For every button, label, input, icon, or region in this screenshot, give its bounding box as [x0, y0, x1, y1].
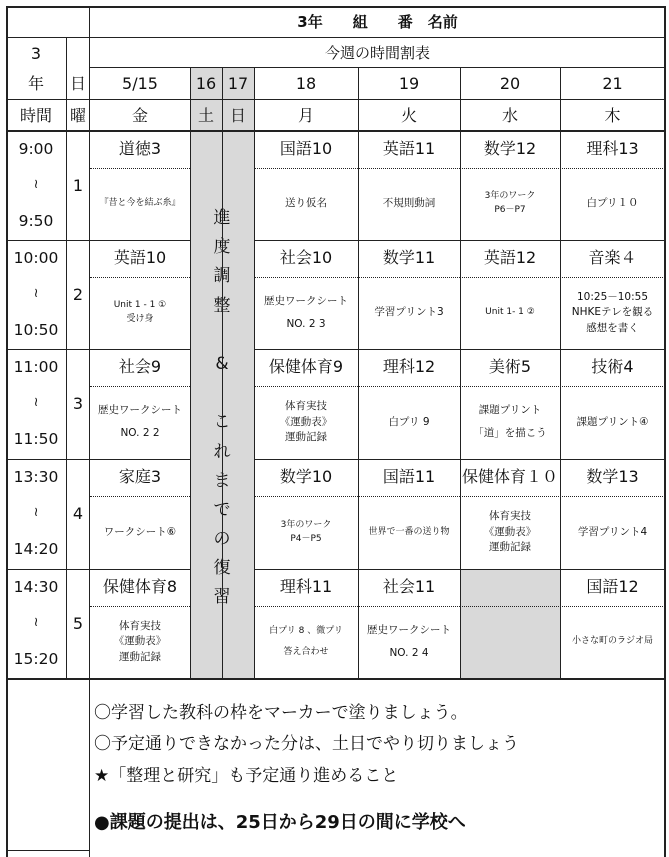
task-box-tue-p1	[358, 168, 460, 239]
grid-hline	[254, 569, 665, 570]
grade-number: 3	[30, 44, 42, 64]
subject-thu-p5: 国語12	[586, 577, 639, 597]
task-line: 小さな町のラジオ局	[571, 636, 653, 647]
task-box-thu-p5	[560, 606, 665, 677]
grid-hline	[254, 277, 460, 278]
weekend-char: ま	[213, 470, 231, 491]
period-end-time: 10:50	[13, 320, 59, 339]
note-line-4: ●課題の提出は、25日から29日の間に学校へ	[94, 812, 466, 833]
grid-vline	[66, 38, 67, 678]
weekend-char: こ	[213, 412, 231, 433]
grid-hline	[460, 168, 665, 169]
period-end-time: 14:20	[13, 539, 59, 558]
subject-wed-p2: 英語12	[483, 248, 537, 268]
subject-fri-p2: 英語10	[113, 248, 167, 268]
grid-vline	[560, 68, 561, 678]
page-title: 3年 組 番 名前	[297, 13, 458, 31]
schedule-title: 今週の時間割表	[324, 43, 430, 62]
grid-hline	[90, 606, 190, 607]
weekday-header-6: 木	[604, 105, 621, 125]
period-start-time: 14:30	[13, 577, 59, 596]
subject-mon-p5: 理科11	[279, 577, 333, 597]
task-line: NHKEテレを観る	[571, 306, 654, 319]
task-line: 不規則動詞	[382, 197, 436, 210]
hour-label: 時間	[19, 105, 52, 125]
task-box-fri-p5	[90, 606, 190, 677]
task-line: NO. 2 2	[120, 427, 160, 439]
task-box-fri-p2	[90, 277, 190, 348]
grid-hline	[254, 349, 665, 350]
period-tilde: ≀	[33, 395, 39, 411]
task-line: 《運動表》	[483, 525, 537, 538]
period-end-time: 9:50	[18, 211, 54, 230]
note-line-3: ★「整理と研究」も予定通り進めること	[94, 766, 399, 786]
weekend-char: れ	[213, 441, 231, 462]
subject-thu-p1: 理科13	[586, 139, 639, 159]
weekday-header-1: 土	[197, 105, 214, 125]
weekend-char: 度	[213, 237, 231, 258]
task-line: 3年のワーク	[280, 519, 332, 530]
grid-vline	[664, 6, 666, 857]
task-line: 《運動表》	[279, 415, 333, 428]
period-start-time: 11:00	[13, 357, 59, 376]
task-box-mon-p2	[254, 277, 358, 348]
subject-wed-p1: 数学12	[483, 139, 537, 159]
weekend-char: の	[213, 529, 231, 550]
grid-vline	[190, 68, 191, 678]
task-line: NO. 2 3	[286, 317, 326, 330]
task-line: Unit 1 - 1 ①	[113, 300, 167, 311]
task-line: 運動記録	[119, 650, 161, 663]
task-line: 「道」を描こう	[473, 427, 547, 439]
grid-hline	[89, 67, 665, 68]
subject-tue-p2: 数学11	[382, 248, 436, 268]
grid-hline	[6, 99, 665, 100]
grid-hline	[460, 386, 665, 387]
task-box-fri-p1	[90, 168, 190, 239]
task-line: 課題プリント④	[576, 415, 649, 428]
task-box-thu-p1	[560, 168, 665, 239]
weekday-label: 曜	[69, 105, 86, 125]
period-start-time: 13:30	[13, 467, 59, 486]
task-line: 10:25－10:55	[576, 290, 649, 303]
weekday-header-3: 月	[297, 105, 314, 125]
task-line: 体育実技	[119, 619, 161, 632]
grid-vline	[6, 6, 8, 857]
task-line: 学習プリント4	[577, 525, 648, 538]
task-line: 答え合わせ	[283, 646, 329, 657]
grid-hline	[90, 168, 190, 169]
task-line: ワークシート⑥	[103, 525, 177, 538]
period-number: 2	[72, 284, 84, 304]
task-box-tue-p4	[358, 496, 460, 568]
task-line: 運動記録	[489, 541, 531, 554]
task-line: 『昔と今を結ぶ糸』	[99, 198, 181, 209]
subject-thu-p4: 数学13	[586, 467, 639, 487]
period-number: 4	[72, 504, 84, 524]
subject-fri-p1: 道徳3	[118, 139, 162, 159]
task-line: 3年のワーク	[484, 191, 536, 202]
task-box-wed-p4	[460, 496, 560, 568]
subject-mon-p2: 社会10	[279, 248, 333, 268]
task-box-thu-p4	[560, 496, 665, 568]
task-box-fri-p3	[90, 386, 190, 458]
grid-hline	[6, 130, 665, 132]
task-box-tue-p2	[358, 277, 460, 348]
date-header-5: 20	[499, 73, 521, 93]
period-tilde: ≀	[33, 505, 39, 521]
task-box-wed-p1	[460, 168, 560, 239]
date-header-3: 18	[295, 73, 317, 93]
subject-mon-p1: 国語10	[279, 139, 333, 159]
subject-tue-p1: 英語11	[382, 139, 436, 159]
period-end-time: 15:20	[13, 649, 59, 668]
weekday-header-0: 金	[131, 105, 148, 125]
subject-mon-p3: 保健体育9	[268, 357, 344, 377]
task-line: 課題プリント	[478, 404, 542, 417]
period-tilde: ≀	[33, 286, 39, 302]
task-line: 白プリ 8 、微プリ	[269, 625, 343, 636]
weekend-char: 進	[213, 208, 231, 228]
task-line: 体育実技	[489, 510, 531, 523]
grid-hline	[6, 240, 190, 241]
date-header-1: 16	[195, 73, 217, 93]
task-box-wed-p5	[460, 606, 560, 677]
subject-wed-p3: 美術5	[488, 357, 532, 377]
task-box-mon-p3	[254, 386, 358, 458]
subject-fri-p4: 家庭3	[118, 467, 162, 487]
task-line: NO. 2 4	[389, 646, 429, 659]
grid-hline	[6, 850, 89, 851]
grid-hline	[460, 277, 665, 278]
task-line: 歴史ワークシート	[98, 404, 182, 417]
task-line: 《運動表》	[113, 635, 167, 648]
grid-hline	[254, 386, 460, 387]
date-header-6: 21	[602, 73, 623, 93]
task-line: 体育実技	[285, 400, 327, 413]
grid-hline	[6, 569, 190, 570]
task-box-wed-p3	[460, 386, 560, 458]
subject-tue-p3: 理科12	[382, 357, 436, 377]
task-box-thu-p3	[560, 386, 665, 458]
weekday-header-4: 火	[400, 105, 417, 125]
grid-hline	[254, 496, 460, 497]
grid-hline	[6, 349, 190, 350]
note-line-2: 〇予定通りできなかった分は、土日でやり切りましょう	[94, 734, 519, 754]
grid-hline	[90, 277, 190, 278]
subject-tue-p4: 国語11	[382, 467, 436, 487]
grid-hline	[254, 606, 460, 607]
grid-hline	[460, 496, 665, 497]
weekday-header-2: 日	[229, 105, 246, 125]
grid-vline	[222, 68, 223, 678]
subject-mon-p4: 数学10	[279, 467, 333, 487]
grid-hline	[254, 168, 460, 169]
period-tilde: ≀	[33, 615, 39, 631]
task-box-mon-p4	[254, 496, 358, 568]
subject-wed-p5	[460, 569, 560, 605]
weekend-char: &	[215, 353, 229, 374]
grid-hline	[6, 678, 665, 680]
task-box-mon-p1	[254, 168, 358, 239]
subject-thu-p3: 技術4	[591, 357, 634, 377]
grid-hline	[90, 386, 190, 387]
grid-hline	[254, 240, 665, 241]
task-line: 感想を書く	[586, 321, 639, 334]
task-line: 運動記録	[285, 431, 327, 444]
task-line: P6－P7	[494, 205, 526, 215]
date-header-0: 5/15	[122, 73, 158, 93]
task-line: 世界で一番の送り物	[368, 526, 450, 537]
grid-vline	[254, 68, 255, 678]
period-number: 3	[72, 394, 84, 414]
weekend-char: 習	[213, 587, 231, 608]
period-tilde: ≀	[33, 177, 39, 193]
day-label: 日	[69, 73, 86, 93]
subject-wed-p4: 保健体育１０	[461, 467, 558, 487]
weekday-header-5: 水	[501, 105, 518, 125]
period-start-time: 9:00	[18, 139, 54, 158]
task-box-thu-p2	[560, 277, 665, 348]
period-start-time: 10:00	[13, 248, 59, 267]
grid-hline	[460, 606, 665, 607]
task-line: 受け身	[126, 314, 154, 324]
date-header-4: 19	[398, 73, 420, 93]
grid-vline	[460, 68, 461, 678]
task-line: 学習プリント3	[374, 306, 444, 319]
task-box-fri-p4	[90, 496, 190, 568]
grid-vline	[358, 68, 359, 678]
task-line: 送り仮名	[285, 197, 327, 210]
grid-hline	[90, 496, 190, 497]
grid-hline	[6, 37, 665, 38]
subject-fri-p5: 保健体育8	[102, 577, 178, 597]
subject-tue-p5: 社会11	[382, 577, 436, 597]
weekend-char: 調	[213, 266, 231, 287]
grid-vline	[89, 6, 90, 857]
date-header-2: 17	[227, 73, 249, 93]
task-line: 白プリ 9	[388, 415, 430, 428]
task-box-tue-p3	[358, 386, 460, 458]
note-line-1: 〇学習した教科の枠をマーカーで塗りましょう。	[94, 703, 468, 723]
subject-thu-p2: 音楽４	[588, 248, 637, 268]
weekend-char: 復	[213, 558, 231, 579]
task-line: Unit 1- 1 ②	[485, 307, 535, 318]
period-number: 5	[72, 613, 84, 633]
task-line: 歴史ワークシート	[367, 623, 451, 636]
grid-hline	[254, 459, 665, 460]
task-line: P4－P5	[290, 533, 322, 544]
task-box-wed-p2	[460, 277, 560, 348]
grid-hline	[6, 6, 665, 8]
task-line: 歴史ワークシート	[264, 294, 348, 307]
task-box-mon-p5	[254, 606, 358, 677]
grid-hline	[6, 459, 190, 460]
weekend-char: 整	[213, 295, 231, 316]
task-line: 白プリ１０	[586, 197, 639, 210]
period-end-time: 11:50	[13, 429, 59, 448]
period-number: 1	[72, 175, 84, 195]
task-box-tue-p5	[358, 606, 460, 677]
weekend-char: で	[213, 499, 231, 520]
grade-label: 年	[27, 73, 44, 93]
subject-fri-p3: 社会9	[118, 357, 162, 377]
